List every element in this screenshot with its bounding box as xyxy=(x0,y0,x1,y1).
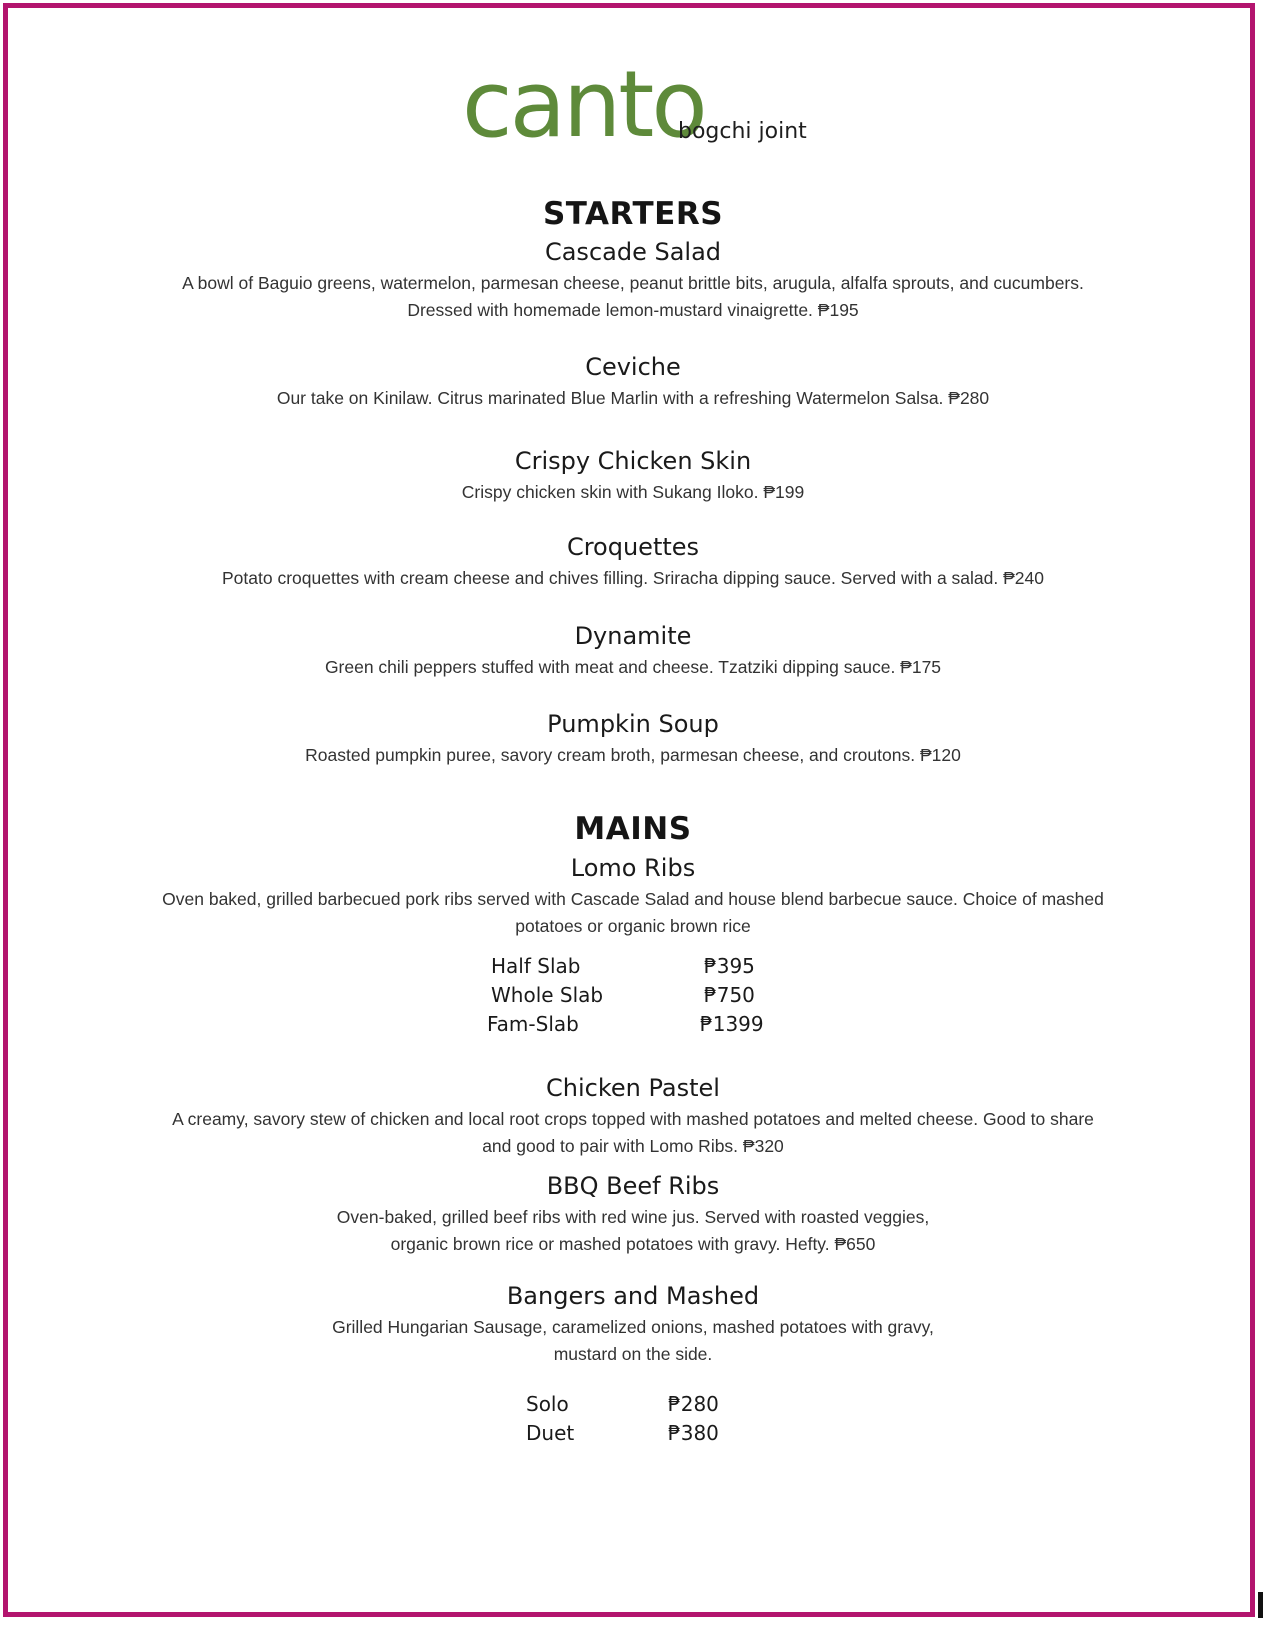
item-desc-crispy-chicken-skin: Crispy chicken skin with Sukang Iloko. ₱199 xyxy=(461,482,805,502)
item-desc-ceviche: Our take on Kinilaw. Citrus marinated Blue Marlin with a refreshing Watermelon Salsa. ₱280 xyxy=(276,388,990,408)
option-label-solo: Solo xyxy=(526,1392,569,1416)
item-desc-bangers-and-mashed-2: mustard on the side. xyxy=(553,1344,713,1364)
item-name-bbq-beef-ribs: BBQ Beef Ribs xyxy=(546,1172,720,1200)
item-desc-bbq-beef-ribs-1: Oven-baked, grilled beef ribs with red wine jus. Served with roasted veggies, xyxy=(336,1207,930,1227)
item-name-cascade-salad: Cascade Salad xyxy=(544,238,722,266)
item-name-dynamite: Dynamite xyxy=(574,622,692,650)
option-label-whole-slab: Whole Slab xyxy=(491,983,604,1007)
option-label-fam-slab: Fam-Slab xyxy=(487,1012,579,1036)
item-desc-bangers-and-mashed-1: Grilled Hungarian Sausage, caramelized onions, mashed potatoes with gravy, xyxy=(332,1317,934,1337)
scan-artifact xyxy=(1258,1592,1263,1618)
item-desc-bbq-beef-ribs-2: organic brown rice or mashed potatoes with gravy. Hefty. ₱650 xyxy=(390,1234,876,1254)
option-label-duet: Duet xyxy=(526,1421,575,1445)
item-name-chicken-pastel: Chicken Pastel xyxy=(546,1074,720,1102)
item-desc-croquettes: Potato croquettes with cream cheese and chives filling. Sriracha dipping sauce. Served with a salad. ₱240 xyxy=(222,568,1044,588)
option-price-duet: ₱380 xyxy=(668,1421,719,1445)
item-name-ceviche: Ceviche xyxy=(585,353,681,381)
logo-wordmark: canto xyxy=(462,58,705,158)
option-label-half-slab: Half Slab xyxy=(491,954,581,978)
section-title-starters: STARTERS xyxy=(542,196,724,232)
item-desc-pumpkin-soup: Roasted pumpkin puree, savory cream broth, parmesan cheese, and croutons. ₱120 xyxy=(305,745,961,765)
option-price-half-slab: ₱395 xyxy=(704,954,755,978)
logo-tagline: bogchi joint xyxy=(678,119,807,144)
item-desc-lomo-ribs-1: Oven baked, grilled barbecued pork ribs served with Cascade Salad and house blend barbecue sauce. Choice of mashed xyxy=(162,889,1104,909)
item-name-lomo-ribs: Lomo Ribs xyxy=(570,854,696,882)
item-desc-chicken-pastel-2: and good to pair with Lomo Ribs. ₱320 xyxy=(482,1136,784,1156)
item-desc-cascade-salad-2: Dressed with homemade lemon-mustard vinaigrette. ₱195 xyxy=(407,300,859,320)
item-name-pumpkin-soup: Pumpkin Soup xyxy=(547,710,719,738)
item-desc-dynamite: Green chili peppers stuffed with meat and cheese. Tzatziki dipping sauce. ₱175 xyxy=(324,657,942,677)
item-name-bangers-and-mashed: Bangers and Mashed xyxy=(506,1282,760,1310)
option-price-solo: ₱280 xyxy=(668,1392,719,1416)
item-desc-chicken-pastel-1: A creamy, savory stew of chicken and local root crops topped with mashed potatoes and melted cheese. Good to share xyxy=(172,1109,1094,1129)
option-price-whole-slab: ₱750 xyxy=(704,983,755,1007)
item-desc-cascade-salad-1: A bowl of Baguio greens, watermelon, parmesan cheese, peanut brittle bits, arugula, alfalfa sprouts, and cucumbers. xyxy=(182,273,1084,293)
item-name-crispy-chicken-skin: Crispy Chicken Skin xyxy=(514,447,752,475)
section-title-mains: MAINS xyxy=(574,811,692,847)
item-name-croquettes: Croquettes xyxy=(566,533,700,561)
canto-logo xyxy=(462,58,882,158)
option-price-fam-slab: ₱1399 xyxy=(700,1012,764,1036)
item-desc-lomo-ribs-2: potatoes or organic brown rice xyxy=(515,916,751,936)
